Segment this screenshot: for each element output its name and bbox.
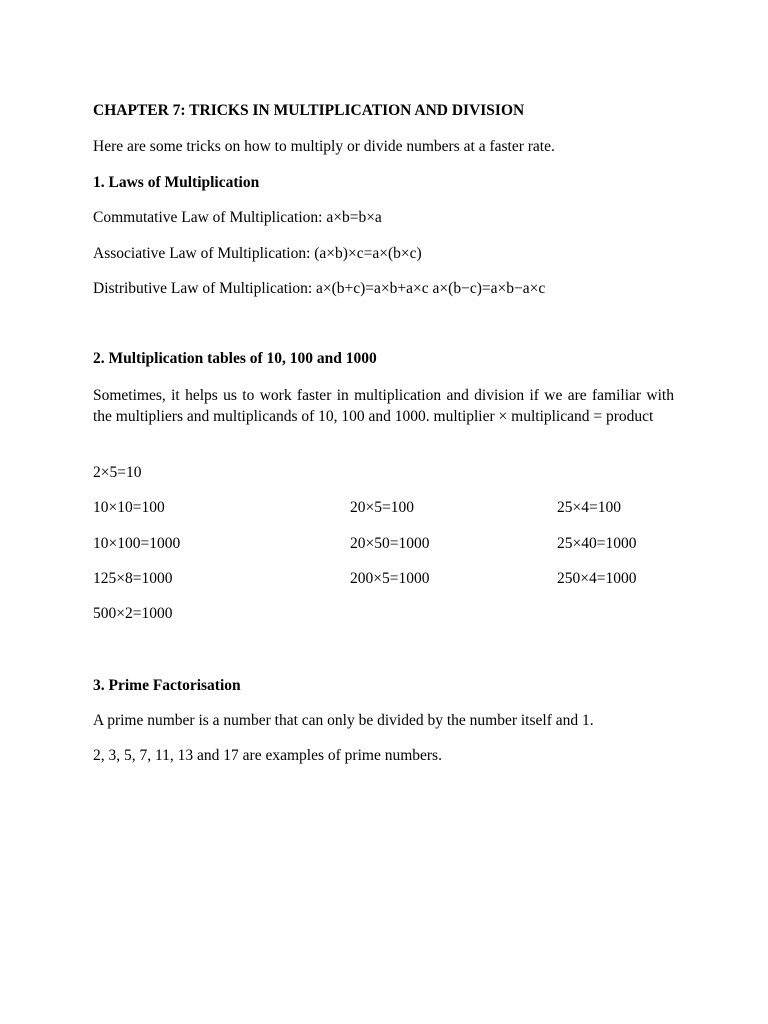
table-cell: 10×10=100 [93, 499, 165, 516]
table-cell: 125×8=1000 [93, 570, 173, 587]
table-cell: 20×50=1000 [350, 535, 430, 552]
table-cell: 20×5=100 [350, 499, 414, 516]
commutative-law: Commutative Law of Multiplication: a×b=b×a [93, 209, 382, 226]
prime-examples: 2, 3, 5, 7, 11, 13 and 17 are examples of prime numbers. [93, 747, 442, 764]
table-cell: 500×2=1000 [93, 605, 173, 622]
section3-heading: 3. Prime Factorisation [93, 677, 241, 694]
table-cell: 25×40=1000 [557, 535, 637, 552]
table-cell: 10×100=1000 [93, 535, 181, 552]
table-cell: 250×4=1000 [557, 570, 637, 587]
section1-heading: 1. Laws of Multiplication [93, 174, 260, 191]
prime-definition: A prime number is a number that can only be divided by the number itself and 1. [93, 712, 594, 729]
section2-paragraph: Sometimes, it helps us to work faster in multiplication and division if we are familiar with the multipliers and multiplicands of 10, 100 and 1000. multiplier × multiplicand = product [93, 387, 674, 425]
chapter-title: CHAPTER 7: TRICKS IN MULTIPLICATION AND DIVISION [93, 102, 525, 119]
associative-law: Associative Law of Multiplication: (a×b)×c=a×(b×c) [93, 245, 422, 262]
intro-text: Here are some tricks on how to multiply or divide numbers at a faster rate. [93, 138, 555, 155]
table-cell: 200×5=1000 [350, 570, 430, 587]
table-cell: 25×4=100 [557, 499, 621, 516]
example-equation: 2×5=10 [93, 464, 142, 481]
distributive-law: Distributive Law of Multiplication: a×(b+c)=a×b+a×c a×(b−c)=a×b−a×c [93, 280, 546, 297]
section2-heading: 2. Multiplication tables of 10, 100 and 1000 [93, 350, 377, 367]
